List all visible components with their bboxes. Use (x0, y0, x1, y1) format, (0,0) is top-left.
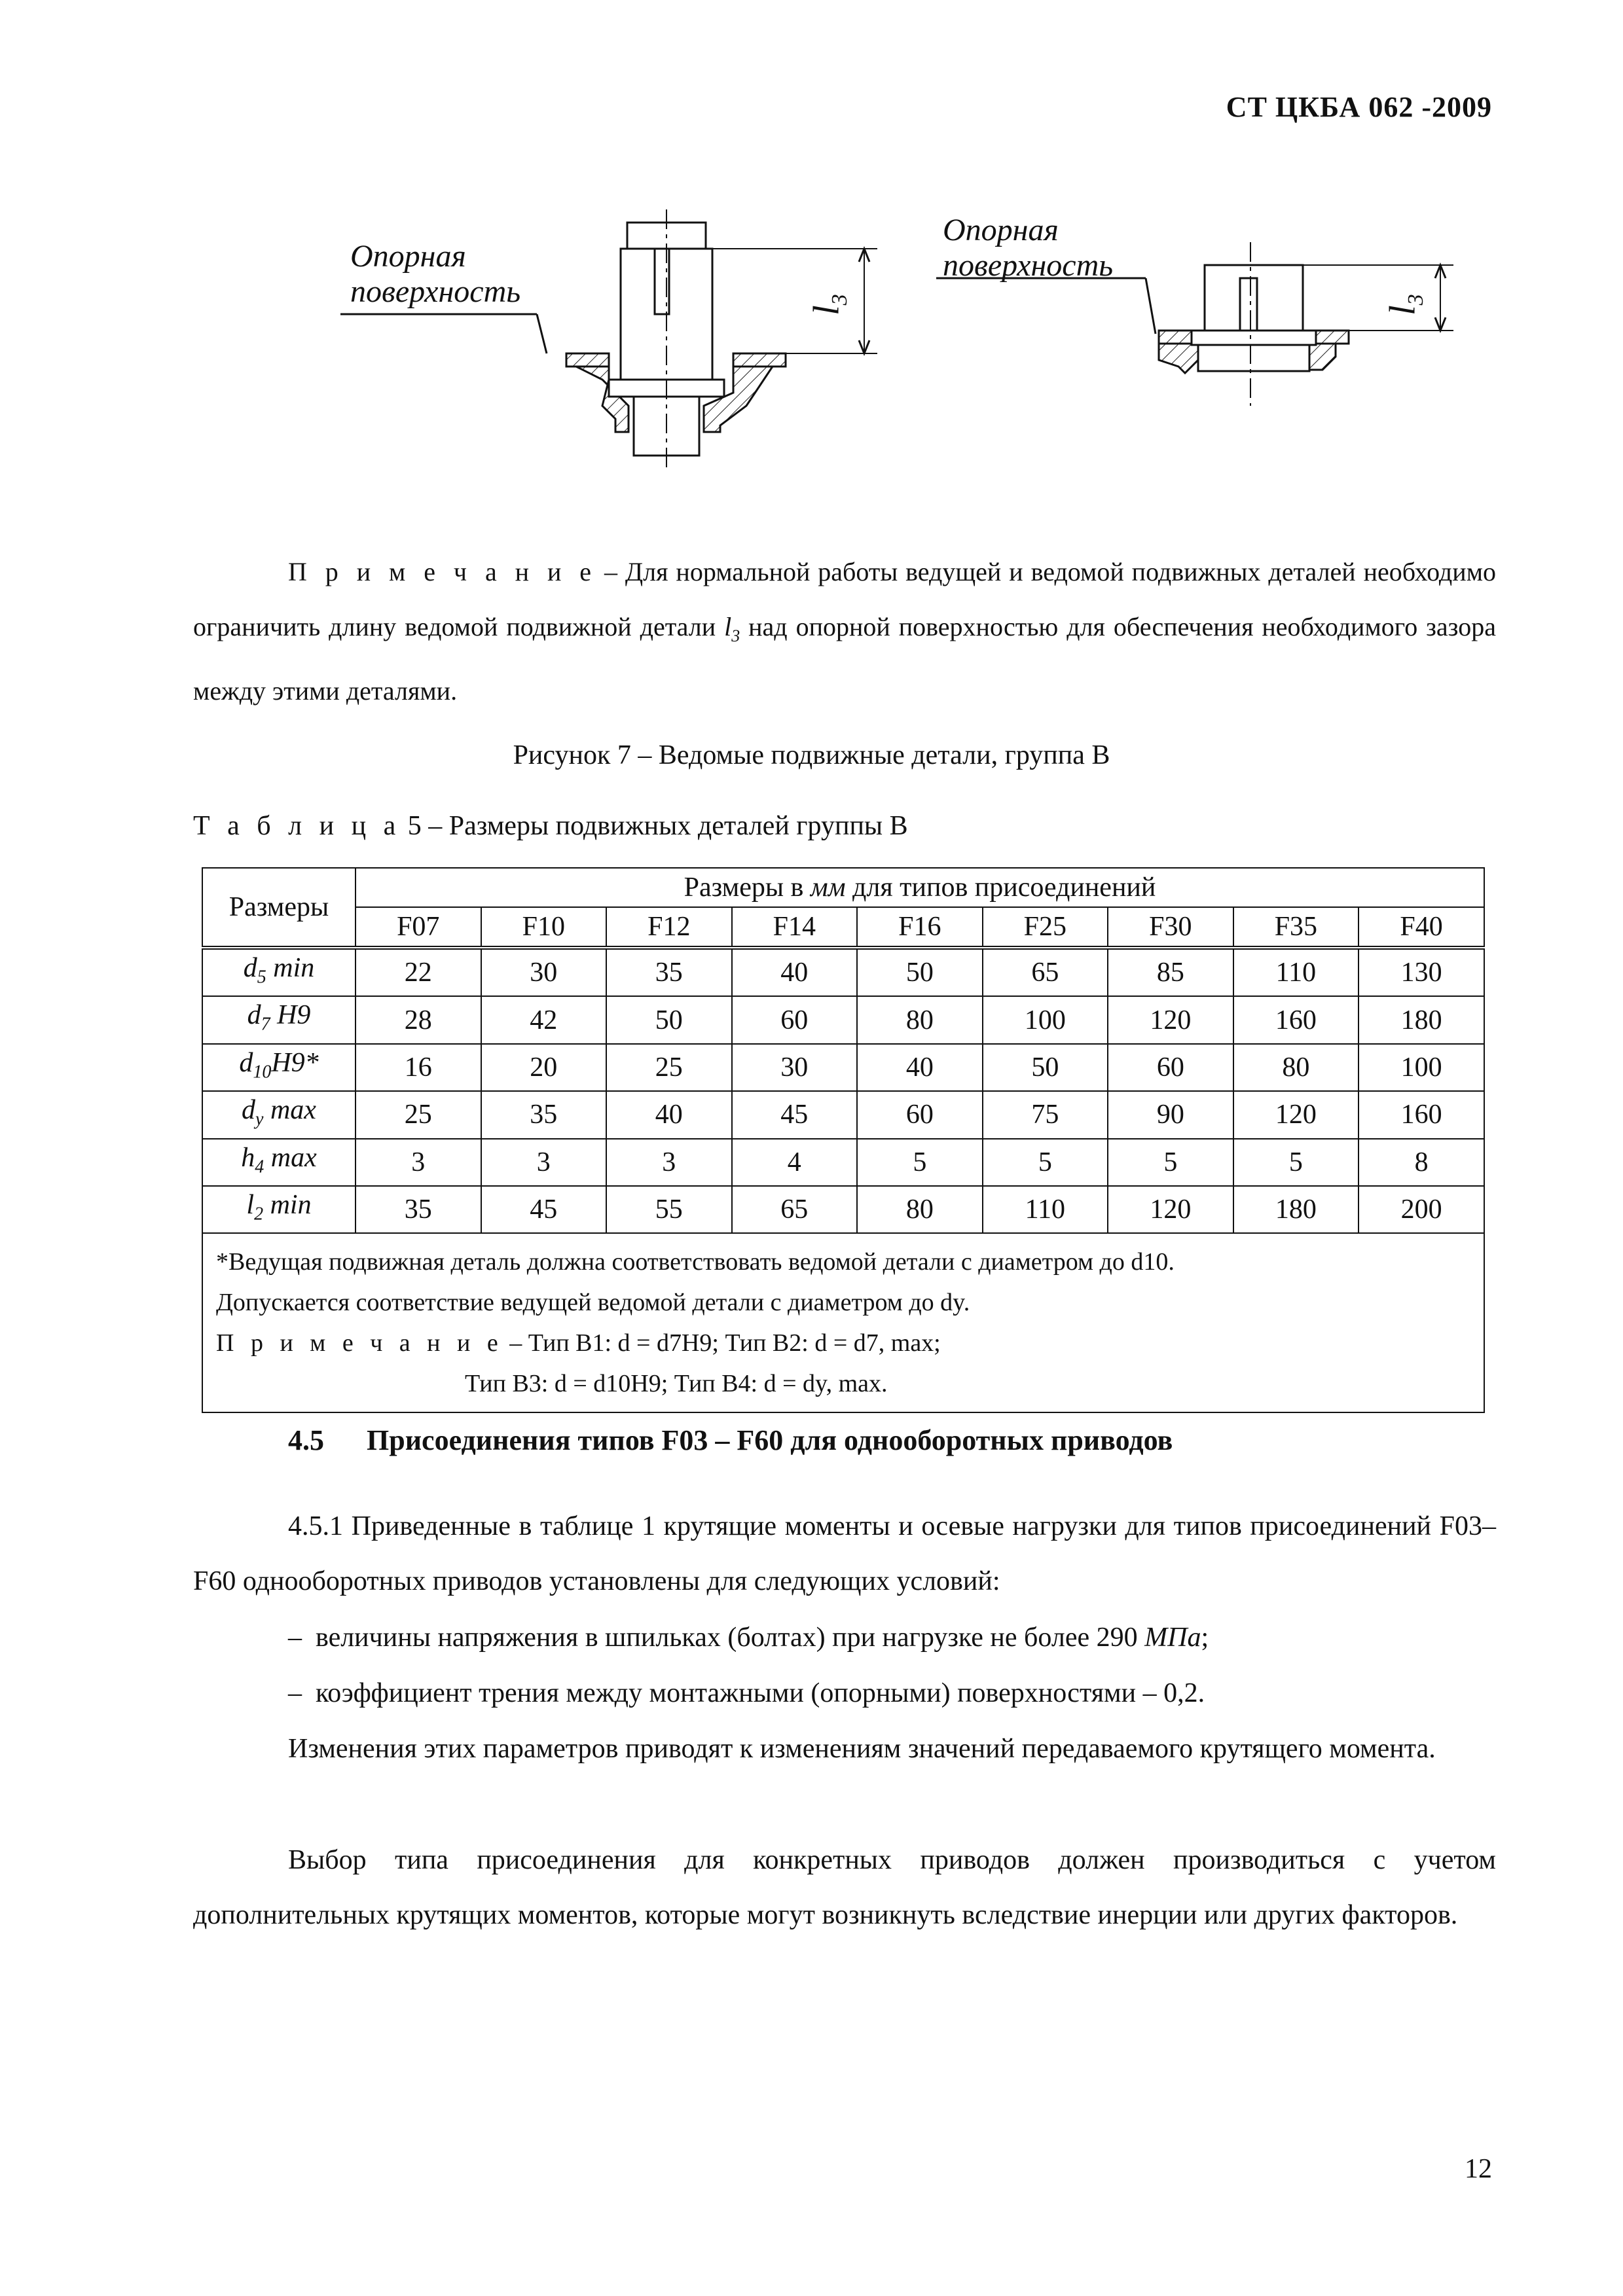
table-cell: 5 (983, 1139, 1108, 1186)
table-cell: 30 (732, 1044, 858, 1091)
figure-note (193, 545, 1496, 719)
right-surface-label (943, 213, 1113, 283)
table-cell: 80 (1233, 1044, 1359, 1091)
col-header: F07 (356, 907, 481, 948)
left-surface-label-line1: Опорная (350, 239, 466, 274)
group-header-pre: Размеры в (684, 872, 811, 903)
table-cell: 130 (1359, 948, 1484, 996)
table-row (202, 1044, 1484, 1091)
table-caption-head: Т а б л и ц а (193, 811, 401, 841)
left-dim-symbol: l (806, 305, 847, 315)
table-cell: 5 (857, 1139, 983, 1186)
table-cell: 35 (481, 1091, 607, 1138)
table-cell: 65 (732, 1186, 858, 1233)
table-cell: 22 (356, 948, 481, 996)
figure-caption: Рисунок 7 – Ведомые подвижные детали, группа В (513, 740, 1110, 770)
right-surface-label-line1: Опорная (943, 213, 1059, 247)
table-cell: 3 (356, 1139, 481, 1186)
col-header: F10 (481, 907, 607, 948)
row-label (202, 1186, 356, 1233)
row-label-sub: 7 (261, 1014, 270, 1035)
table-cell: 4 (732, 1139, 858, 1186)
row-label-symbol: d (247, 1000, 261, 1031)
row-label-suffix: max (264, 1142, 317, 1173)
table-cell: 42 (481, 996, 607, 1043)
row-label-sub: 10 (253, 1062, 272, 1083)
col-header: F40 (1359, 907, 1484, 948)
left-surface-label-line2: поверхность (350, 274, 521, 309)
table-cell: 5 (1108, 1139, 1233, 1186)
table-row (202, 948, 1484, 996)
table-cell: 55 (606, 1186, 732, 1233)
table-cell: 85 (1108, 948, 1233, 996)
table-cell: 3 (606, 1139, 732, 1186)
group-header-post: для типов присоединений (845, 872, 1156, 903)
table-row (202, 1139, 1484, 1186)
table-cell: 60 (1108, 1044, 1233, 1091)
table-cell: 80 (857, 996, 983, 1043)
paragraph-selection: Выбор типа присоединения для конкретных приводов должен производиться с учетом дополнительных крутящих моментов, которые могут возникнуть вследствие инерции или других факторов. (193, 1845, 1496, 1930)
figure-note-text-1: – Для нормальной работы ведущей и ведомой подвижных деталей необходимо ограничить длину ведомой подвижной детали (193, 557, 1497, 641)
footnote-1: *Ведущая подвижная деталь должна соответствовать ведомой детали с диаметром до d10. (216, 1248, 1175, 1276)
row-label-symbol: h (241, 1142, 255, 1173)
row-label-suffix: min (266, 953, 315, 983)
row-label-suffix: min (263, 1189, 312, 1220)
group-header-unit: мм (810, 872, 846, 903)
bullet-1-pre: величины напряжения в шпильках (болтах) при нагрузке не более 290 (316, 1623, 1145, 1653)
col-header-sizes: Размеры (202, 868, 356, 948)
footnote-3-text: – Тип В1: d = d7H9; Тип В2: d = d7, max; (503, 1329, 941, 1357)
row-label-suffix: H9 (270, 1000, 311, 1031)
section-number: 4.5 (288, 1424, 324, 1456)
row-label-symbol: l (246, 1189, 255, 1220)
table-cell: 110 (1233, 948, 1359, 996)
table-cell: 80 (857, 1186, 983, 1233)
table-cell: 180 (1359, 996, 1484, 1043)
right-dim-symbol: l (1382, 305, 1423, 315)
row-label-sub: 5 (257, 967, 266, 988)
row-label (202, 1044, 356, 1091)
document-code: СТ ЦКБА 062 -2009 (1226, 91, 1492, 123)
table-cell: 60 (857, 1091, 983, 1138)
row-label-symbol: d (243, 953, 257, 983)
table-cell: 50 (857, 948, 983, 996)
section-title: Присоединения типов F03 – F60 для однооборотных приводов (367, 1424, 1173, 1456)
right-dim-l3 (1382, 294, 1429, 315)
row-label (202, 1091, 356, 1138)
table-cell: 25 (606, 1044, 732, 1091)
table-caption-rest: 5 – Размеры подвижных деталей группы В (401, 811, 908, 841)
left-dim-sub: 3 (827, 294, 852, 306)
paragraph-changes: Изменения этих параметров приводят к изменениям значений передаваемого крутящего момента. (288, 1734, 1436, 1764)
table-cell: 100 (983, 996, 1108, 1043)
left-dim-l3 (806, 294, 852, 315)
paragraph-4-5-1: 4.5.1 Приведенные в таблице 1 крутящие моменты и осевые нагрузки для типов присоединений F03–F60 однооборотных приводов установлены для следующих условий: (193, 1511, 1496, 1596)
col-header: F16 (857, 907, 983, 948)
figure-note-head: П р и м е ч а н и е (288, 557, 597, 586)
table-cell: 30 (481, 948, 607, 996)
section-heading (288, 1424, 1173, 1457)
table-cell: 160 (1233, 996, 1359, 1043)
row-label (202, 1139, 356, 1186)
row-label-suffix: max (263, 1095, 316, 1126)
table-cell: 45 (732, 1091, 858, 1138)
table-cell: 75 (983, 1091, 1108, 1138)
bullet-1: – величины напряжения в шпильках (болтах) при нагрузке не более 290 МПа; (288, 1623, 1209, 1653)
table-caption (193, 810, 908, 842)
table-cell: 28 (356, 996, 481, 1043)
col-header: F12 (606, 907, 732, 948)
col-header: F35 (1233, 907, 1359, 948)
table-footnote (202, 1233, 1484, 1412)
table-row (202, 1186, 1484, 1233)
row-label-sub: 4 (255, 1156, 264, 1177)
figure-note-l: l (724, 612, 732, 641)
row-label (202, 948, 356, 996)
bullet-1-post: ; (1201, 1623, 1209, 1653)
col-header: F30 (1108, 907, 1233, 948)
table-cell: 25 (356, 1091, 481, 1138)
row-label-symbol: d (242, 1095, 256, 1126)
table-cell: 100 (1359, 1044, 1484, 1091)
table-cell: 45 (481, 1186, 607, 1233)
table-cell: 120 (1108, 1186, 1233, 1233)
col-header: F14 (732, 907, 858, 948)
table-cell: 5 (1233, 1139, 1359, 1186)
right-surface-label-line2: поверхность (943, 248, 1114, 283)
table-cell: 90 (1108, 1091, 1233, 1138)
table-cell: 40 (857, 1044, 983, 1091)
table-cell: 40 (606, 1091, 732, 1138)
table-cell: 160 (1359, 1091, 1484, 1138)
table-cell: 16 (356, 1044, 481, 1091)
row-label (202, 996, 356, 1043)
table-cell: 200 (1359, 1186, 1484, 1233)
table-row (202, 996, 1484, 1043)
row-label-suffix: H9* (271, 1047, 319, 1078)
table-cell: 110 (983, 1186, 1108, 1233)
table-cell: 20 (481, 1044, 607, 1091)
page-number: 12 (1465, 2154, 1492, 2184)
table-row (202, 1091, 1484, 1138)
footnote-4: Тип В3: d = d10H9; Тип В4: d = dy, max. (465, 1370, 888, 1398)
footnote-3 (216, 1323, 1470, 1363)
bullet-2: – коэффициент трения между монтажными (опорными) поверхностями – 0,2. (288, 1678, 1205, 1708)
table-cell: 50 (983, 1044, 1108, 1091)
table-cell: 120 (1108, 996, 1233, 1043)
row-label-symbol: d (239, 1047, 253, 1078)
group-header (356, 868, 1484, 907)
table-cell: 40 (732, 948, 858, 996)
table-cell: 120 (1233, 1091, 1359, 1138)
table-cell: 65 (983, 948, 1108, 996)
footnote-2: Допускается соответствие ведущей ведомой детали с диаметром до dy. (216, 1289, 970, 1317)
table-cell: 3 (481, 1139, 607, 1186)
right-dim-sub: 3 (1403, 294, 1428, 306)
table-cell: 60 (732, 996, 858, 1043)
dimensions-table (202, 867, 1485, 1413)
figure-note-sub: 3 (731, 626, 740, 645)
row-label-sub: y (255, 1109, 264, 1130)
table-cell: 50 (606, 996, 732, 1043)
table-cell: 35 (606, 948, 732, 996)
figure-note-text-2: над опорной поверхностью для обеспечения необходимого зазора между этими деталями. (193, 612, 1496, 706)
row-label-sub: 2 (254, 1204, 264, 1225)
bullet-2-text: коэффициент трения между монтажными (опорными) поверхностями – 0,2. (316, 1678, 1205, 1708)
table-cell: 8 (1359, 1139, 1484, 1186)
table-cell: 180 (1233, 1186, 1359, 1233)
left-surface-label (350, 239, 520, 310)
bullet-1-unit: МПа (1144, 1623, 1201, 1653)
table-cell: 35 (356, 1186, 481, 1233)
col-header: F25 (983, 907, 1108, 948)
footnote-3-head: П р и м е ч а н и е (216, 1329, 503, 1357)
